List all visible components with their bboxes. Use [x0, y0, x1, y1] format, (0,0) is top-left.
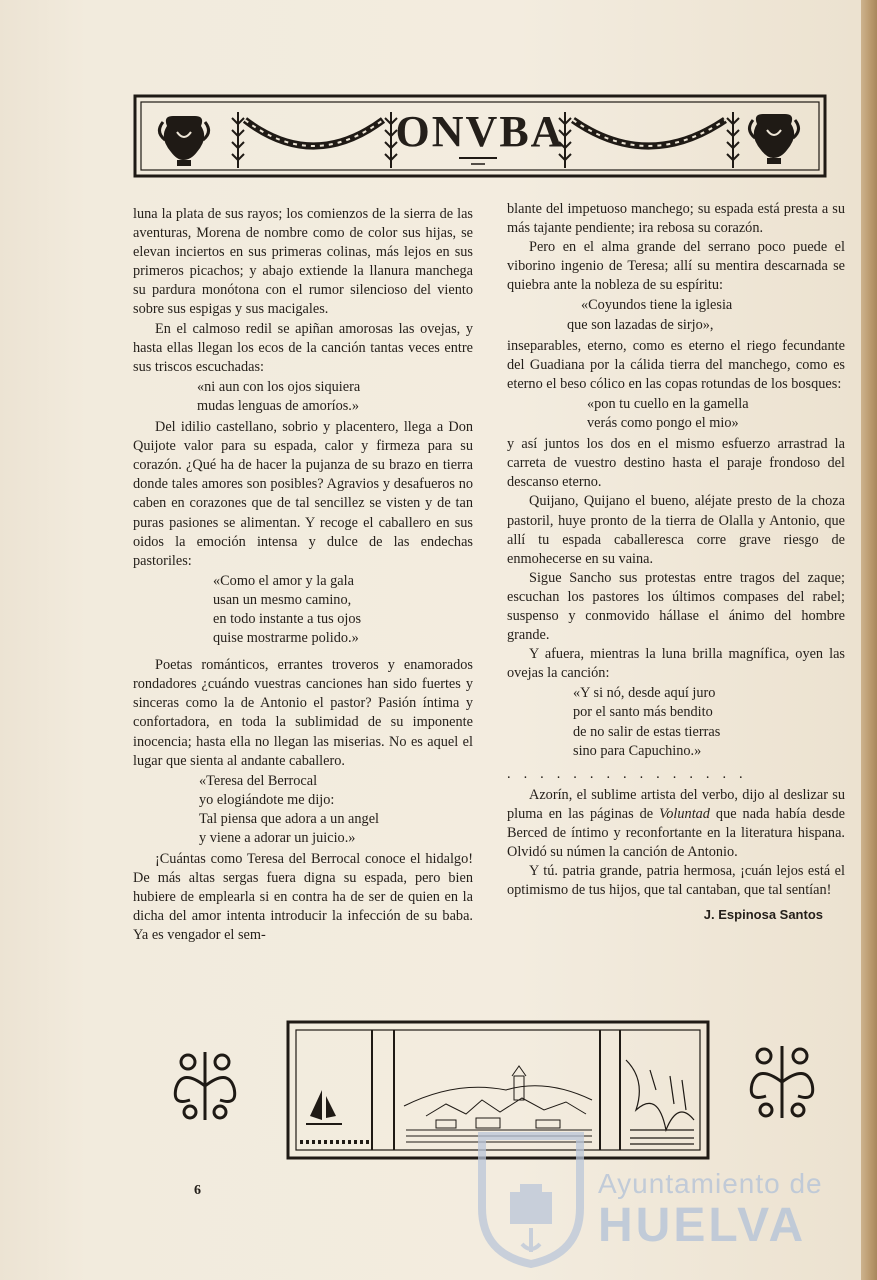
huelva-crest-watermark-icon: [472, 1128, 590, 1268]
paragraph: Sigue Sancho sus protestas entre tragos del zaque; escuchan los pastores los últimos compases del rabel; suspenso y conmovido hállase el ánimo del hombre grande.: [507, 569, 845, 644]
paragraph: Del idilio castellano, sobrio y placentero, llega a Don Quijote valor para su espada, calor y firmeza para su corazón. ¿Qué ha de hacer la pujanza de su brazo en tierra donde tales amores son posibles? Agravios y desafueros no caben en corazones que de tal sencillez se visten y de tan puras pasiones se alimentan. Y recoge el caballero en sus oidos la emoción intensa y dulce de las endechas pastoriles:: [133, 419, 473, 569]
verse-line: de no salir de estas tierras: [573, 723, 721, 740]
verse-line: mudas lenguas de amoríos.»: [197, 397, 359, 414]
verse-line: quise mostrarme polido.»: [213, 630, 359, 647]
page-edge: [861, 0, 877, 1280]
paragraph-text: que nada había desde Berced de íntimo y reconfortante en la literatura hispana. Olvidó su númen la canción de Antonio.: [507, 805, 845, 861]
verse-line: «Y si nó, desde aquí juro: [573, 685, 716, 702]
paragraph: Quijano, Quijano el bueno, aléjate presto de la choza pastoril, huye pronto de la tierra de Olalla y Antonio, que allí tu espada caballeresca corre grave riesgo de enmohecerse en su vaina.: [507, 493, 845, 567]
right-column: [507, 200, 845, 924]
verse-line: sino para Capuchino.»: [573, 742, 702, 759]
verse-line: usan un mesmo camino,: [213, 591, 352, 608]
verse-line: «ni aun con los ojos siquiera: [197, 378, 361, 395]
watermark-text: Ayuntamiento de: [598, 1168, 823, 1199]
trees-sketch: [626, 1060, 694, 1144]
separator-dots: ...............: [507, 765, 756, 782]
left-floral-ornament-icon: [168, 1048, 242, 1124]
masthead-title: ONVBA: [395, 107, 565, 156]
paragraph: Y afuera, mientras la luna brilla magnífica, oyen las ovejas la canción:: [507, 646, 845, 682]
right-floral-ornament-icon: [744, 1042, 820, 1122]
verse: [507, 684, 845, 760]
italic-title: Voluntad: [659, 805, 710, 822]
verse: [133, 772, 473, 848]
verse-line: que son lazadas de sirjo»,: [567, 316, 714, 333]
paragraph: ¡Cuántas como Teresa del Berrocal conoce el hidalgo! De más altas sergas fuera digna su espada, pero bien hubiere de emplearla si en contra ha de ser de quien en la dicha del amor intenta introducir la infección de su baba. Ya es vengador el sem-: [133, 851, 473, 944]
author-signature: J. Espinosa Santos: [703, 907, 823, 923]
verse-line: verás como pongo el mio»: [587, 415, 739, 432]
paragraph: Poetas románticos, errantes troveros y enamorados rondadores ¿cuándo vuestras canciones han sido fuertes y sinceras como la de Antonio el pastor? Pasión íntima y confortadora, en toda la sublimidad de su imponente inocencia; hasta ella no llegan las miserias. No es aquel el lugar que sienta al andante caballero.: [133, 657, 473, 769]
verse-line: y viene a adorar un juicio.»: [199, 830, 356, 846]
verse-line: «pon tu cuello en la gamella: [587, 395, 749, 412]
paragraph-text: Azorín, el sublime artista del verbo, dijo al deslizar su pluma en las páginas de: [507, 786, 845, 822]
verse-line: yo elogiándote me dijo:: [199, 791, 335, 808]
verse-line: en todo instante a tus ojos: [213, 610, 362, 627]
verse-line: «Teresa del Berrocal: [199, 772, 318, 789]
paragraph: luna la plata de sus rayos; los comienzos de la sierra de las aventuras, Morena de nombre como de color sus hijas, se elevan inciertos en sus primeras colinas, más lejos en sus primeros picachos; y abajo extiende la llanura manchega su pardura monótona con el rumor silencioso del viento sobre sus espigas y sus macigales.: [133, 206, 473, 318]
paragraph: y así juntos los dos en el mismo esfuerzo arrastrad la carreta de vuestro destino hasta el paraje frondoso del descanso eterno.: [507, 436, 845, 491]
verse: [507, 296, 845, 334]
page-number: 6: [194, 1183, 201, 1198]
sailboat-icon: [306, 1090, 342, 1124]
verse-line: por el santo más bendito: [573, 704, 713, 721]
left-column: [133, 205, 473, 946]
header-banner: [133, 92, 827, 184]
paragraph: [507, 786, 845, 862]
paragraph: Y tú. patria grande, patria hermosa, ¡cuán lejos está el optimismo de tus hijos, que tal cantaban, que tal sentían!: [507, 863, 845, 899]
paragraph: Pero en el alma grande del serrano poco puede el viborino ingenio de Teresa; allí su mentira descarnada se quiebra ante la nobleza de su espíritu:: [507, 239, 845, 294]
watermark-text: HUELVA: [598, 1199, 807, 1252]
verse: [133, 378, 473, 416]
paragraph: inseparables, eterno, como es eterno el riego fecundante del Guadiana por la cálida tierra del manchego, como es eterno el beso cólico en las copas rotundas de los bosques:: [507, 337, 845, 392]
verse: [507, 395, 845, 433]
paragraph: blante del impetuoso manchego; su espada está presta a su más tajante pendiente; ira rebosa su corazón.: [507, 201, 845, 237]
verse-line: Tal piensa que adora a un angel: [199, 810, 380, 827]
verse: [133, 572, 473, 648]
verse-line: «Coyundos tiene la iglesia: [581, 297, 733, 314]
paragraph: En el calmoso redil se apiñan amorosas las ovejas, y hasta ellas llegan los ecos de la canción tantas veces entre sus triscos escuchadas:: [133, 320, 473, 375]
verse-line: «Como el amor y la gala: [213, 572, 354, 589]
